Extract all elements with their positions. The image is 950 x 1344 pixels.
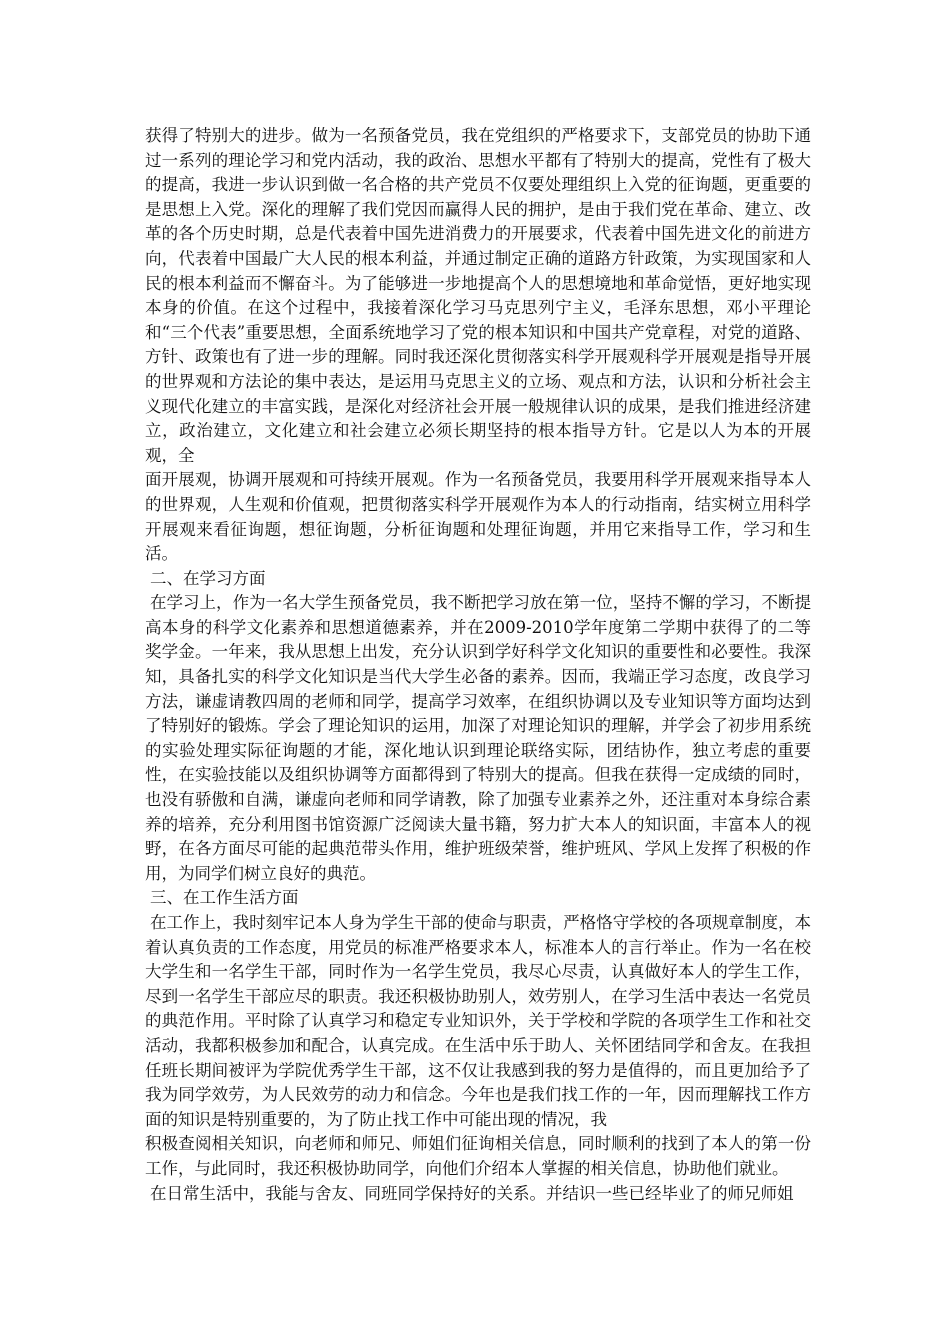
paragraph-job-search: 积极查阅相关知识，向老师和师兄、师姐们征询相关信息，同时顺利的找到了本人的第一份工作，与此同时，我还积极协助同学，向他们介绍本人掌握的相关信息，协助他们就业。 (145, 1134, 811, 1178)
document-body (145, 124, 811, 1206)
paragraph-scientific-outlook: 面开展观，协调开展观和可持续开展观。作为一名预备党员，我要用科学开展观来指导本人的世界观，人生观和价值观，把贯彻落实科学开展观作为本人的行动指南，结实树立用科学开展观来看征询题，想征询题，分析征询题和处理征询题，并用它来指导工作，学习和生活。 (145, 470, 811, 564)
section-heading-work-life: 三、在工作生活方面 (149, 888, 299, 908)
section-heading-study: 二、在学习方面 (149, 568, 266, 588)
paragraph-party-thought: 获得了特别大的进步。做为一名预备党员，我在党组织的严格要求下，支部党员的协助下通过一系列的理论学习和党内活动，我的政治、思想水平都有了特别大的提高，党性有了极大的提高，我进一步认识到做一名合格的共产党员不仅要处理组织上入党的征询题，更重要的是思想上入党。深化的理解了我们党因而赢得人民的拥护，是由于我们党在革命、建立、改革的各个历史时期，总是代表着中国先进消费力的开展要求，代表着中国先进文化的前进方向，代表着中国最广大人民的根本利益，并通过制定正确的道路方针政策，为实现国家和人民的根本利益而不懈奋斗。为了能够进一步地提高个人的思想境地和革命觉悟，更好地实现本身的价值。在这个过程中，我接着深化学习马克思列宁主义，毛泽东思想，邓小平理论和“三个代表”重要思想，全面系统地学习了党的根本知识和中国共产党章程，对党的道路、方针、政策也有了进一步的理解。同时我还深化贯彻落实科学开展观科学开展观是指导开展的世界观和方法论的集中表达，是运用马克思主义的立场、观点和方法，认识和分析社会主义现代化建立的丰富实践，是深化对经济社会开展一般规律认识的成果，是我们推进经济建立，政治建立，文化建立和社会建立必须长期坚持的根本指导方针。它是以人为本的开展观，全 (145, 126, 811, 465)
paragraph-daily-life: 在日常生活中，我能与舍友、同班同学保持好的关系。并结识一些已经毕业了的师兄师姐 (149, 1183, 794, 1203)
paragraph-study: 在学习上，作为一名大学生预备党员，我不断把学习放在第一位，坚持不懈的学习，不断提高本身的科学文化素养和思想道德素养，并在2009-2010学年度第二学期中获得了的二等奖学金。一年来，我从思想上出发，充分认识到学好科学文化知识的重要性和必要性。我深知，具备扎实的科学文化知识是当代大学生必备的素养。因而，我端正学习态度，改良学习方法，谦虚请教四周的老师和同学，提高学习效率，在组织协调以及专业知识等方面均达到了特别好的锻炼。学会了理论知识的运用，加深了对理论知识的理解，并学会了初步用系统的实验处理实际征询题的才能，深化地认识到理论联络实际，团结协作，独立考虑的重要性，在实验技能以及组织协调等方面都得到了特别大的提高。但我在获得一定成绩的同时，也没有骄傲和自满，谦虚向老师和同学请教，除了加强专业素养之外，还注重对本身综合素养的培养，充分利用图书馆资源广泛阅读大量书籍，努力扩大本人的知识面，丰富本人的视野，在各方面尽可能的起典范带头作用，维护班级荣誉，维护班风、学风上发挥了积极的作用，为同学们树立良好的典范。 (145, 593, 811, 883)
paragraph-work: 在工作上，我时刻牢记本人身为学生干部的使命与职责，严格恪守学校的各项规章制度，本着认真负责的工作态度，用党员的标准严格要求本人，标准本人的言行举止。作为一名在校大学生和一名学生干部，同时作为一名学生党员，我尽心尽责，认真做好本人的学生工作，尽到一名学生干部应尽的职责。我还积极协助别人，效劳别人，在学习生活中表达一名党员的典范作用。平时除了认真学习和稳定专业知识外，关于学校和学院的各项学生工作和社交活动，我都积极参加和配合，认真完成。在生活中乐于助人、关怀团结同学和舍友。在我担任班长期间被评为学院优秀学生干部，这不仅让我感到我的努力是值得的，而且更加给予了我为同学效劳，为人民效劳的动力和信念。今年也是我们找工作的一年，因而理解找工作方面的知识是特别重要的，为了防止找工作中可能出现的情况，我 (145, 913, 811, 1129)
